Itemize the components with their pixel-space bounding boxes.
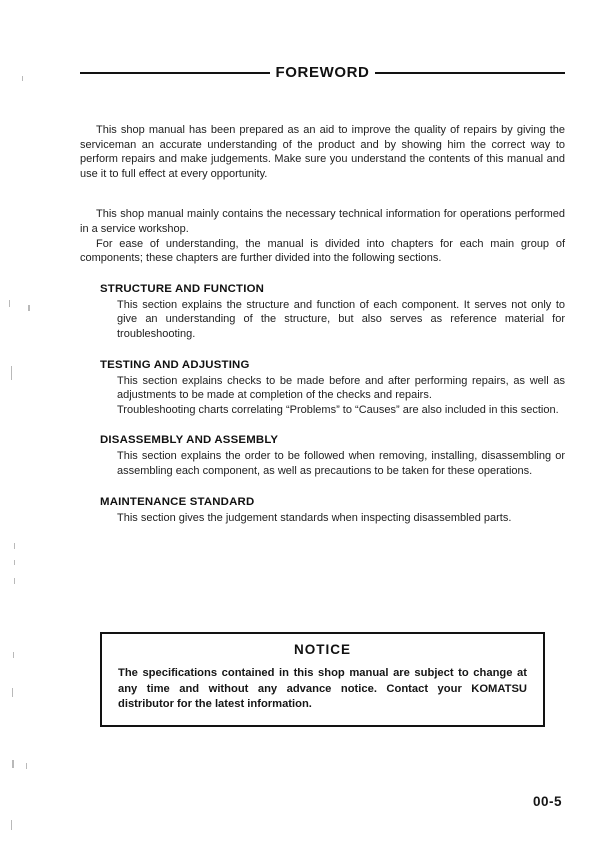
section-heading: DISASSEMBLY AND ASSEMBLY [100,434,279,447]
page-number: 00-5 [532,794,562,809]
page-content [80,64,565,525]
section-heading: MAINTENANCE STANDARD [100,495,255,508]
header-rule-right [375,72,565,74]
page-title: FOREWORD [275,64,370,81]
scan-artifact [22,76,23,81]
scan-artifact [11,366,12,380]
notice-body: The specifications contained in this shop manual are subject to change at any time and without any advance notice. Contact your KOMATSU distributor for the latest information. [118,667,527,710]
notice-title: NOTICE [293,642,351,657]
section-paragraph: This section gives the judgement standards when inspecting disassembled parts. [117,511,512,524]
intro-paragraph-1: This shop manual has been prepared as an aid to improve the quality of repairs by giving the serviceman an accurate understanding of the product and by showing him the correct way to perform repairs and make judgements. Make sure you understand the contents of this manual and use it to full effect at every opportunity. [80,124,565,180]
scan-artifact [11,820,12,830]
section-paragraph: This section explains checks to be made before and after performing repairs, as well as adjustments to be made at completion of the checks and repairs. [117,374,565,402]
scan-artifact [14,543,15,549]
page-header [80,64,565,81]
scan-artifact [14,560,15,565]
scan-artifact [12,760,14,768]
intro-paragraph-2: This shop manual mainly contains the necessary technical information for operations performed in a service workshop. [80,208,565,235]
section-paragraph: This section explains the order to be followed when removing, installing, disassembling or assembling each component, as well as precautions to be taken for these operations. [117,450,565,477]
section-testing-and-adjusting [100,359,565,418]
notice-box [100,632,545,727]
scan-artifact [28,305,30,311]
header-rule-left [80,72,270,74]
section-disassembly-and-assembly [100,434,565,478]
section-structure-and-function [100,283,565,342]
section-heading: TESTING AND ADJUSTING [100,358,250,371]
scan-artifact [14,578,15,584]
scan-artifact [9,300,10,307]
section-heading: STRUCTURE AND FUNCTION [100,282,265,295]
intro-block [80,123,565,266]
scan-artifact [26,763,27,769]
intro-paragraph-3: For ease of understanding, the manual is divided into chapters for each main group of components; these chapters are further divided into the following sections. [80,237,565,265]
section-paragraph: This section explains the structure and function of each component. It serves not only to give an understanding of the structure, but also serves as reference material for troubleshooting. [117,298,565,340]
section-paragraph: Troubleshooting charts correlating “Problems” to “Causes” are also included in this section. [117,403,559,416]
section-maintenance-standard [100,496,565,526]
scan-artifact [13,652,14,658]
scan-artifact [12,688,13,697]
